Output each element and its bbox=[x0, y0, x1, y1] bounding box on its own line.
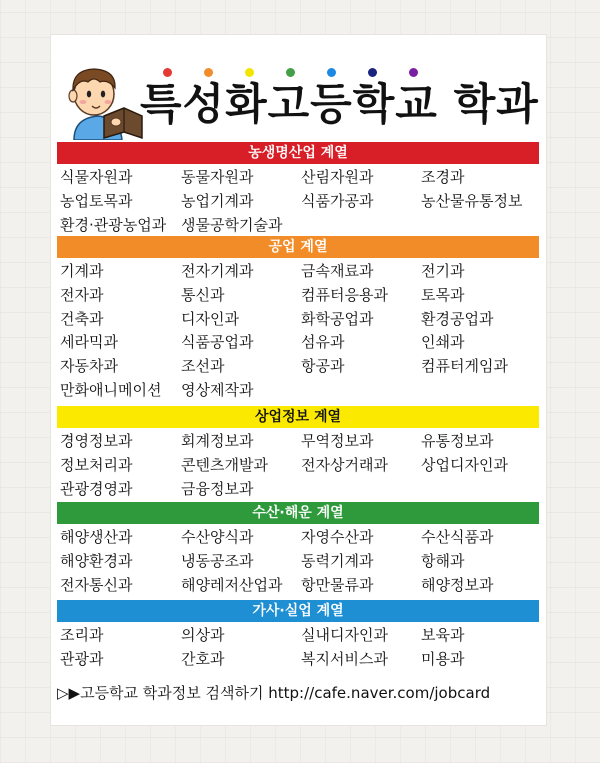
department-row bbox=[60, 165, 540, 189]
department-name: 조선과 bbox=[181, 357, 225, 376]
department-name: 회계정보과 bbox=[181, 432, 254, 450]
department-name: 정보처리과 bbox=[60, 455, 133, 474]
department-name: 영상제작과 bbox=[181, 381, 254, 399]
department-name: 유통정보과 bbox=[421, 432, 494, 450]
department-row bbox=[60, 259, 540, 283]
department-row bbox=[60, 525, 540, 549]
color-dot bbox=[163, 68, 172, 77]
department-name: 통신과 bbox=[181, 285, 225, 304]
section-header: 공업 계열 bbox=[57, 236, 539, 258]
department-name: 농업토목과 bbox=[60, 191, 133, 210]
department-name: 조리과 bbox=[60, 626, 104, 644]
department-name: 실내디자인과 bbox=[301, 626, 388, 644]
department-name: 컴퓨터게임과 bbox=[421, 357, 508, 376]
department-name: 간호과 bbox=[181, 649, 225, 668]
department-name: 토목과 bbox=[421, 285, 465, 304]
department-name: 컴퓨터응용과 bbox=[301, 285, 388, 304]
department-row bbox=[60, 477, 540, 501]
department-row bbox=[60, 647, 540, 671]
department-name: 화학공업과 bbox=[301, 309, 374, 328]
section-header: 수산·해운 계열 bbox=[57, 502, 539, 524]
department-name: 전자과 bbox=[60, 285, 104, 304]
department-name: 항공과 bbox=[301, 357, 345, 376]
department-name: 전자기계과 bbox=[181, 262, 254, 280]
department-name: 항해과 bbox=[421, 551, 465, 570]
department-name: 농산물유통정보 bbox=[421, 191, 523, 210]
department-row bbox=[60, 453, 540, 477]
section-header: 농생명산업 계열 bbox=[57, 142, 539, 164]
department-name: 해양생산과 bbox=[60, 528, 133, 546]
department-name: 관광경영과 bbox=[60, 479, 133, 498]
footer-link-line[interactable] bbox=[57, 681, 547, 705]
department-name: 냉동공조과 bbox=[181, 551, 254, 570]
department-name: 미용과 bbox=[421, 649, 465, 668]
color-dot bbox=[368, 68, 377, 77]
department-name: 섬유과 bbox=[301, 333, 345, 352]
department-row bbox=[60, 354, 540, 378]
footer-text[interactable]: 고등학교 학과정보 검색하기 http://cafe.naver.com/jobcard bbox=[80, 684, 491, 702]
department-name: 조경과 bbox=[421, 168, 465, 186]
department-name: 건축과 bbox=[60, 309, 104, 328]
department-name: 기계과 bbox=[60, 262, 104, 280]
department-name: 식품공업과 bbox=[181, 333, 254, 352]
section-header: 가사·실업 계열 bbox=[57, 600, 539, 622]
color-dot bbox=[204, 68, 213, 77]
department-name: 생물공학기술과 bbox=[181, 215, 283, 234]
boy-reading-book-icon bbox=[58, 60, 146, 140]
decorative-dots bbox=[163, 68, 425, 78]
department-name: 수산양식과 bbox=[181, 528, 254, 546]
arrow-icon: ▷▶ bbox=[57, 684, 81, 702]
department-name: 해양레저산업과 bbox=[181, 575, 283, 594]
department-name: 의상과 bbox=[181, 626, 225, 644]
department-row bbox=[60, 573, 540, 597]
department-name: 해양정보과 bbox=[421, 575, 494, 594]
department-name: 관광과 bbox=[60, 649, 104, 668]
department-name: 식품가공과 bbox=[301, 191, 374, 210]
department-row bbox=[60, 623, 540, 647]
department-name: 전자통신과 bbox=[60, 575, 133, 594]
department-name: 만화애니메이션 bbox=[60, 381, 162, 399]
department-row bbox=[60, 330, 540, 354]
department-name: 상업디자인과 bbox=[421, 455, 508, 474]
department-name: 해양환경과 bbox=[60, 551, 133, 570]
department-name: 금속재료과 bbox=[301, 262, 374, 280]
department-name: 전기과 bbox=[421, 262, 465, 280]
color-dot bbox=[327, 68, 336, 77]
department-name: 자영수산과 bbox=[301, 528, 374, 546]
department-name: 보육과 bbox=[421, 626, 465, 644]
color-dot bbox=[286, 68, 295, 77]
department-name: 경영정보과 bbox=[60, 432, 133, 450]
department-name: 콘텐츠개발과 bbox=[181, 455, 268, 474]
page-title: 특성화고등학교 학과 bbox=[140, 80, 539, 130]
department-row bbox=[60, 283, 540, 307]
department-row bbox=[60, 549, 540, 573]
department-name: 수산식품과 bbox=[421, 528, 494, 546]
color-dot bbox=[409, 68, 418, 77]
department-name: 인쇄과 bbox=[421, 333, 465, 352]
section-header: 상업정보 계열 bbox=[57, 406, 539, 428]
department-name: 산림자원과 bbox=[301, 168, 374, 186]
department-name: 복지서비스과 bbox=[301, 649, 388, 668]
department-name: 무역정보과 bbox=[301, 432, 374, 450]
department-row bbox=[60, 378, 540, 402]
color-dot bbox=[245, 68, 254, 77]
department-name: 동물자원과 bbox=[181, 168, 254, 186]
department-row bbox=[60, 189, 540, 213]
department-name: 자동차과 bbox=[60, 357, 118, 376]
department-name: 동력기계과 bbox=[301, 551, 374, 570]
department-name: 디자인과 bbox=[181, 309, 239, 328]
department-name: 농업기계과 bbox=[181, 191, 254, 210]
department-row bbox=[60, 307, 540, 331]
department-name: 세라믹과 bbox=[60, 333, 118, 352]
department-name: 항만물류과 bbox=[301, 575, 374, 594]
department-name: 식물자원과 bbox=[60, 168, 133, 186]
department-name: 환경공업과 bbox=[421, 309, 494, 328]
department-name: 금융정보과 bbox=[181, 479, 254, 498]
department-name: 전자상거래과 bbox=[301, 455, 388, 474]
department-name: 환경·관광농업과 bbox=[60, 215, 167, 234]
department-row bbox=[60, 213, 540, 237]
department-row bbox=[60, 429, 540, 453]
